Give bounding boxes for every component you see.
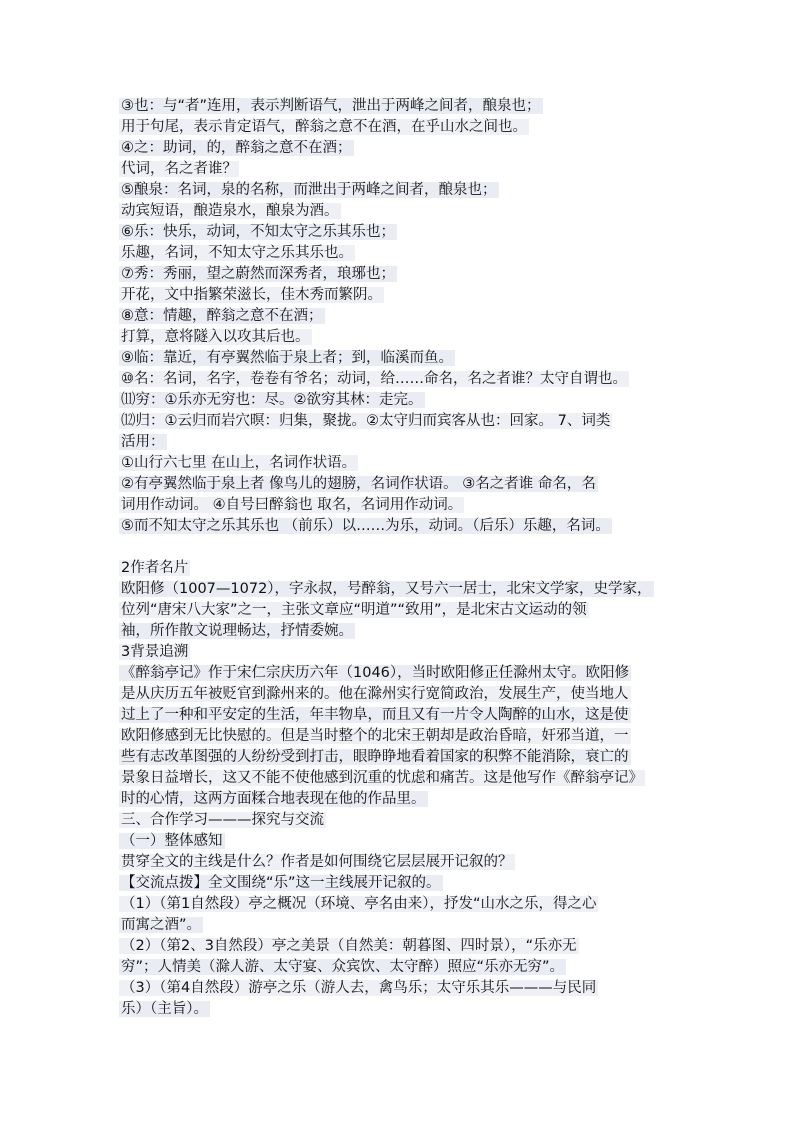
- text-line: 袖，所作散文说理畅达，抒情委婉。: [121, 623, 353, 639]
- text-line: （2）（第2、3自然段）亭之美景（自然美：朝暮图、四时景），“乐亦无: [121, 938, 577, 954]
- text-line: ③也：与“者”连用，表示判断语气，泄出于两峰之间者，酿泉也；: [121, 98, 541, 114]
- text-line: 贯穿全文的主线是什么？作者是如何围绕它层层展开记叙的？: [121, 854, 513, 870]
- text-line: ②有亭翼然临于泉上者 像鸟儿的翅膀，名词作状语。 ③名之者谁 命名，名: [121, 476, 596, 492]
- subsection-heading: （一）整体感知: [121, 833, 223, 849]
- text-line: 景象日益增长，这又不能不使他感到沉重的忧虑和痛苦。这是他写作《醉翁亭记》: [121, 770, 643, 786]
- text-line: ④之：助词，的，醉翁之意不在酒；: [121, 140, 352, 156]
- text-line: 打算，意将隧入以攻其后也。: [121, 329, 310, 345]
- section-heading: 三、合作学习———探究与交流: [121, 812, 324, 828]
- text-line: ⑦秀：秀丽，望之蔚然而深秀者，琅琊也；: [121, 266, 395, 282]
- text-line: 过上了一种和平安定的生活，年丰物阜，而且又有一片令人陶醉的山水，这是使: [121, 707, 629, 723]
- text-line: ⑾穷：①乐亦无穷也：尽。②欲穷其林：走完。: [121, 392, 423, 408]
- text-line: ⑧意：情趣，醉翁之意不在酒；: [121, 308, 323, 324]
- text-line: 些有志改革图强的人纷纷受到打击，眼睁睁地看着国家的积弊不能消除，衰亡的: [121, 749, 629, 765]
- text-line: ⑤酿泉：名词，泉的名称，而泄出于两峰之间者，酿泉也；: [121, 182, 497, 198]
- text-line: ⑥乐：快乐，动词，不知太守之乐其乐也；: [121, 224, 395, 240]
- text-line: 动宾短语，酿造泉水，酿泉为酒。: [121, 203, 339, 219]
- text-line: ⑤而不知太守之乐其乐也 （前乐）以……为乐，动词。（后乐）乐趣，名词。: [121, 518, 610, 534]
- text-line: ①山行六七里 在山上，名词作状语。: [121, 455, 357, 471]
- text-line: 《醉翁亭记》作于宋仁宗庆历六年（1046），当时欧阳修正任滁州太守。欧阳修: [121, 665, 630, 681]
- text-line: 用于句尾，表示肯定语气，醉翁之意不在酒，在乎山水之间也。: [121, 119, 527, 135]
- text-line: 乐）（主旨）。: [121, 1001, 208, 1017]
- text-line: ⑨临：靠近，有亭翼然临于泉上者；到，临溪而鱼。: [121, 350, 453, 366]
- text-line: 欧阳修（1007—1072），字永叔，号醉翁，又号六一居士，北宋文学家，史学家，: [121, 581, 652, 597]
- text-line: （3）（第4自然段）游亭之乐（游人去，禽鸟乐；太守乐其乐———与民同: [121, 980, 597, 996]
- text-line: 活用：: [121, 434, 165, 450]
- text-line: 时的心情，这两方面糅合地表现在他的作品里。: [121, 791, 426, 807]
- text-line: 穷”；人情美（滁人游、太守宴、众宾饮、太守醉）照应“乐亦无穷”。: [121, 959, 565, 975]
- text-line: ⑿归：①云归而岩穴暝：归集，聚拢。②太守归而宾客从也：回家。 7、词类: [121, 413, 611, 429]
- text-line: 位列“唐宋八大家”之一，主张文章应“明道”“致用”，是北宋古文运动的领: [121, 602, 587, 618]
- text-line: 乐趣，名词，不知太守之乐其乐也。: [121, 245, 353, 261]
- section-heading: 3背景追溯: [121, 644, 189, 660]
- text-line: 而寓之酒”。: [121, 917, 202, 933]
- text-line: 代词，名之者谁？: [121, 161, 237, 177]
- section-heading: 2作者名片: [121, 560, 189, 576]
- text-line: （1）（第1自然段）亭之概况（环境、亭名由来），抒发“山水之乐，得之心: [121, 896, 597, 912]
- text-line: 是从庆历五年被贬官到滁州来的。他在滁州实行宽简政治，发展生产，使当地人: [121, 686, 629, 702]
- text-line: 欧阳修感到无比快慰的。但是当时整个的北宋王朝却是政治昏暗，奸邪当道，一: [121, 728, 629, 744]
- text-line: 【交流点拨】全文围绕“乐”这一主线展开记叙的。: [121, 875, 441, 891]
- text-line: 词用作动词。 ④自号曰醉翁也 取名，名词用作动词。: [121, 497, 463, 513]
- text-line: 开花，文中指繁荣滋长，佳木秀而繁阴。: [121, 287, 382, 303]
- text-line: ⑩名：名词，名字，卷卷有爷名；动词，给……命名，名之者谁？太守自谓也。: [121, 371, 627, 387]
